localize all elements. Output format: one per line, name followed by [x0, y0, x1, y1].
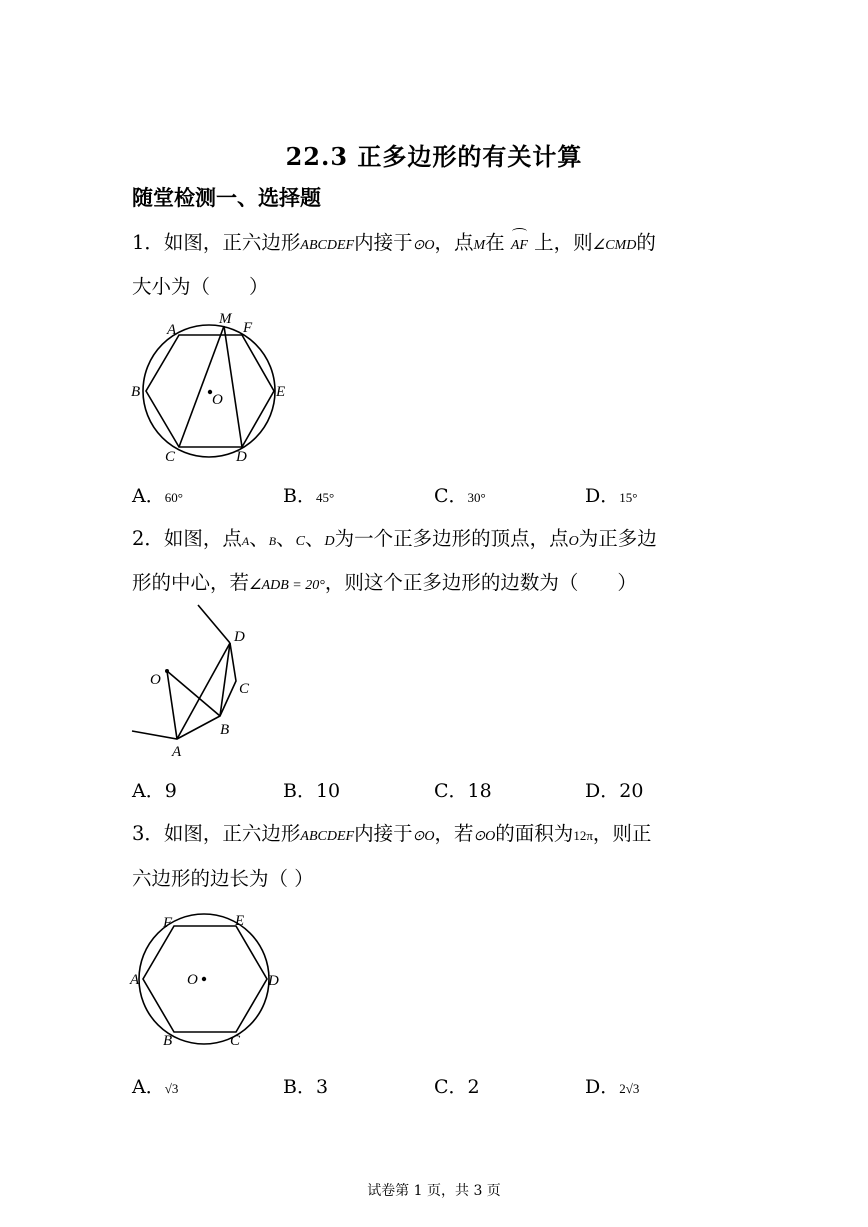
q3-label-b: B	[163, 1033, 173, 1049]
page-footer: 试卷第 1 页，共 3 页	[367, 1183, 501, 1199]
option-letter: A．	[132, 780, 165, 802]
q3-option-a[interactable]	[132, 1072, 178, 1099]
option-letter: A．	[132, 485, 165, 507]
q2-point-b: B	[268, 534, 277, 548]
q2-text: 、	[249, 527, 269, 550]
q2-text: 、	[304, 527, 325, 550]
q1-text: 上，则	[534, 231, 593, 254]
option-letter: B．	[283, 780, 316, 802]
q3-circle: ⊙O	[473, 829, 496, 844]
q1-label-b: B	[131, 384, 141, 400]
option-value: 20	[619, 780, 644, 802]
q1-label-c: C	[165, 449, 176, 465]
q1-text: ，点	[434, 231, 474, 254]
q3-label-f: F	[163, 915, 173, 931]
q3-label-o: O	[187, 972, 198, 988]
q1-label-o: O	[212, 392, 223, 408]
q3-stem-line1	[132, 819, 651, 852]
q2-label-d: D	[234, 629, 245, 645]
q1-figure	[125, 308, 295, 468]
q1-label-d: D	[236, 449, 247, 465]
q3-text: ，则正	[592, 822, 652, 845]
q2-point-d: D	[324, 534, 335, 549]
q2-number: 2．如图，点	[132, 527, 242, 550]
option-letter: B．	[283, 485, 316, 507]
q1-option-a[interactable]	[132, 481, 183, 508]
q2-option-b[interactable]	[283, 776, 340, 803]
q2-text: ，则这个正多边形的边数为（ ）	[324, 571, 637, 594]
q3-text: 内接于	[354, 822, 413, 845]
q2-stem-line1	[132, 524, 657, 557]
q2-side-extension	[198, 605, 230, 643]
q1-text: 的	[636, 231, 656, 254]
option-letter: A．	[132, 1076, 165, 1098]
q2-option-a[interactable]	[132, 776, 177, 803]
q3-polygon: ABCDEF	[300, 829, 355, 844]
q2-point-o: O	[568, 534, 579, 549]
option-letter: D．	[585, 485, 620, 507]
q1-stem-line2: 大小为（ ）	[132, 275, 269, 298]
option-value: √3	[164, 1081, 179, 1096]
option-letter: D．	[585, 780, 620, 802]
q3-figure	[125, 910, 295, 1050]
q1-circle: ⊙O	[412, 238, 435, 253]
q2-text: 、	[276, 527, 296, 550]
q2-label-o: O	[150, 672, 161, 688]
q2-stem-line2	[132, 568, 637, 601]
option-letter: B．	[283, 1076, 316, 1098]
option-letter: C．	[434, 1076, 468, 1098]
q3-text: 的面积为	[495, 822, 574, 845]
q1-text: 在	[485, 231, 505, 254]
q1-label-a: A	[167, 322, 177, 338]
q1-point-m: M	[473, 238, 486, 253]
q1-label-f: F	[243, 320, 253, 336]
q3-center-dot	[202, 977, 206, 981]
q2-label-b: B	[220, 722, 230, 738]
q2-condition: ∠ADB = 20°	[249, 578, 325, 593]
q2-text: 形的中心，若	[132, 571, 250, 594]
q2-text: 为一个正多边形的顶点，点	[334, 527, 569, 550]
page-title: 22.3 正多边形的有关计算	[285, 142, 583, 171]
q3-option-c[interactable]	[434, 1072, 480, 1099]
option-value: 2	[467, 1076, 480, 1098]
q2-text: 为正多边	[578, 527, 657, 550]
q1-polygon: ABCDEF	[300, 238, 355, 253]
q1-stem-line1	[132, 228, 656, 261]
option-letter: D．	[585, 1076, 620, 1098]
q1-segment-mc	[179, 326, 224, 447]
q3-area: 12π	[573, 828, 593, 843]
q1-option-d[interactable]	[585, 481, 637, 508]
option-value: 3	[315, 1076, 329, 1098]
q3-number: 3．如图，正六边形	[132, 822, 301, 845]
option-value: 10	[315, 780, 341, 802]
q2-center-dot	[165, 669, 169, 673]
section-heading: 随堂检测一、选择题	[132, 185, 321, 210]
q2-figure	[125, 603, 285, 763]
q3-stem-line2: 六边形的边长为（ ）	[132, 867, 314, 890]
q3-option-d[interactable]	[585, 1072, 639, 1099]
q3-label-c: C	[230, 1033, 241, 1049]
q2-option-c[interactable]	[434, 776, 492, 803]
q2-point-c: C	[295, 534, 305, 549]
option-letter: C．	[434, 780, 468, 802]
q1-label-e: E	[276, 384, 286, 400]
option-value: 2√3	[619, 1081, 640, 1096]
q1-segment-md	[224, 326, 242, 447]
option-letter: C．	[434, 485, 468, 507]
option-value: 45°	[315, 490, 335, 505]
q2-label-c: C	[239, 681, 250, 697]
q1-arc-af: AF	[511, 231, 528, 261]
q3-option-b[interactable]	[283, 1072, 328, 1099]
q2-segment-oa	[167, 671, 177, 739]
q1-number: 1．如图，正六边形	[132, 231, 301, 254]
q3-label-d: D	[268, 973, 279, 989]
q1-option-c[interactable]	[434, 481, 486, 508]
q1-option-b[interactable]	[283, 481, 334, 508]
q1-angle: ∠CMD	[592, 238, 637, 253]
q2-label-a: A	[172, 744, 182, 760]
q1-label-m: M	[219, 311, 232, 327]
option-value: 30°	[467, 490, 486, 505]
q3-circle: ⊙O	[412, 829, 435, 844]
option-value: 60°	[164, 490, 183, 505]
q3-text: ，若	[434, 822, 474, 845]
q2-point-a: A	[241, 534, 250, 548]
q2-option-d[interactable]	[585, 776, 643, 803]
option-value: 9	[164, 780, 177, 802]
q3-label-e: E	[235, 913, 245, 929]
option-value: 15°	[619, 490, 638, 505]
q1-text: 内接于	[354, 231, 413, 254]
option-value: 18	[467, 780, 492, 802]
q3-label-a: A	[130, 972, 140, 988]
